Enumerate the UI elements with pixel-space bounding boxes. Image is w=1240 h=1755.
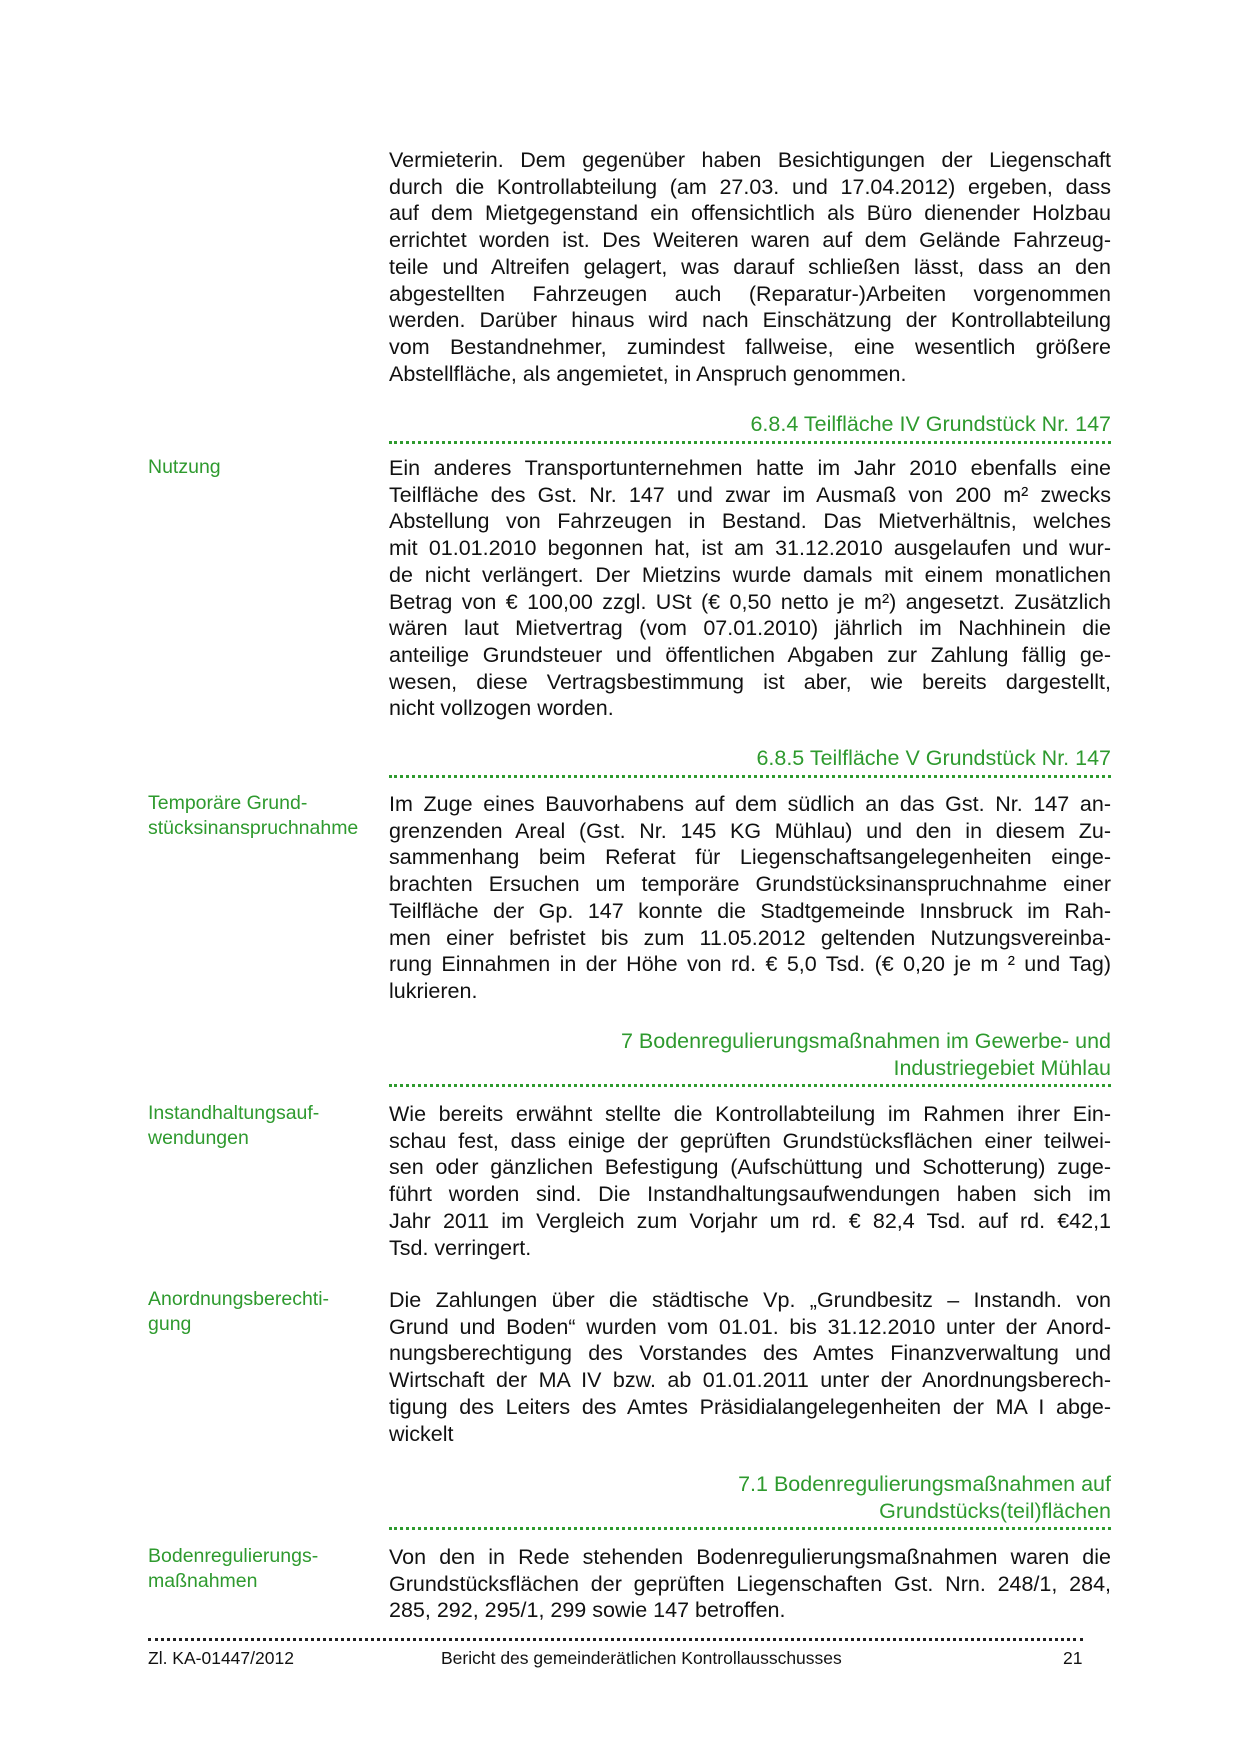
heading-separator <box>389 441 1111 444</box>
text-line: Grund und Boden“ wurden vom 01.01. bis 31.12.2010 unter der Anord- <box>389 1314 1111 1339</box>
text-line: Wirtschaft der MA IV bzw. ab 01.01.2011 unter der Anordnungsberech- <box>389 1368 1111 1393</box>
text-line: rung Einnahmen in der Höhe von rd. € 5,0 Tsd. (€ 0,20 je m ² und Tag) <box>389 952 1111 977</box>
text-line: mit 01.01.2010 begonnen hat, ist am 31.12.2010 ausgelaufen und wur- <box>389 536 1111 561</box>
paragraph-anordnungsberechtigung <box>389 1287 1111 1447</box>
text-line: auf dem Mietgegenstand ein offensichtlich als Büro dienender Holzbau <box>389 201 1111 226</box>
text-line: Grundstücksflächen der geprüften Liegenschaften Gst. Nrn. 248/1, 284, <box>389 1571 1111 1596</box>
text-line: 7.1 Bodenregulierungsmaßnahmen auf <box>738 1472 1111 1496</box>
text-line: grenzenden Areal (Gst. Nr. 145 KG Mühlau) und den in diesem Zu- <box>389 818 1111 843</box>
text-line: gung <box>148 1312 192 1335</box>
text-line: führt worden sind. Die Instandhaltungsaufwendungen haben sich im <box>389 1182 1111 1207</box>
text-line: 6.8.5 Teilfläche V Grundstück Nr. 147 <box>756 746 1111 770</box>
text-line: Nutzung <box>148 456 221 478</box>
text-line: schau fest, dass einige der geprüften Grundstücksflächen einer teilwei- <box>389 1128 1111 1153</box>
text-line: errichtet worden ist. Des Weiteren waren auf dem Gelände Fahrzeug- <box>389 228 1111 253</box>
text-line: nungsberechtigung des Vorstandes des Amtes Finanzverwaltung und <box>389 1341 1111 1366</box>
text-line: maßnahmen <box>148 1569 258 1592</box>
text-line: brachten Ersuchen um temporäre Grundstücksinanspruchnahme einer <box>389 872 1111 897</box>
margin-note-instandhaltungsaufwendungen <box>148 1101 378 1150</box>
text-line: vom Bestandnehmer, zumindest fallweise, eine wesentlich größere <box>389 334 1111 359</box>
heading-separator <box>389 1527 1111 1530</box>
text-line: Wie bereits erwähnt stellte die Kontrollabteilung im Rahmen ihrer Ein- <box>389 1102 1111 1126</box>
text-line: wickelt <box>389 1421 454 1446</box>
text-line: Temporäre Grund- <box>148 792 308 814</box>
text-line: Industriegebiet Mühlau <box>893 1055 1111 1080</box>
paragraph-nutzung <box>389 455 1111 722</box>
text-line: Anordnungsberechti- <box>148 1288 330 1310</box>
text-line: durch die Kontrollabteilung (am 27.03. und 17.04.2012) ergeben, dass <box>389 174 1111 199</box>
text-line: Instandhaltungsauf- <box>148 1102 320 1124</box>
text-line: Teilfläche der Gp. 147 konnte die Stadtgemeinde Innsbruck im Rah- <box>389 898 1111 923</box>
margin-note-nutzung <box>148 455 378 480</box>
heading-7-1 <box>389 1471 1111 1524</box>
margin-note-temporaere-grundstuecksinanspruchnahme <box>148 791 378 840</box>
text-line: Bodenregulierungs- <box>148 1545 319 1567</box>
margin-note-anordnungsberechtigung <box>148 1287 378 1336</box>
margin-note-bodenregulierungsmassnahmen <box>148 1544 378 1593</box>
footer-report-title: Bericht des gemeinderätlichen Kontrollausschusses <box>441 1648 842 1668</box>
text-line: Vermieterin. Dem gegenüber haben Besichtigungen der Liegenschaft <box>389 148 1111 172</box>
text-line: wendungen <box>148 1126 249 1149</box>
text-line: Jahr 2011 im Vergleich zum Vorjahr um rd. € 82,4 Tsd. auf rd. €42,1 <box>389 1208 1111 1233</box>
text-line: 7 Bodenregulierungsmaßnahmen im Gewerbe- und <box>621 1029 1111 1053</box>
text-line: Abstellfläche, als angemietet, in Anspruch genommen. <box>389 361 907 386</box>
text-line: Die Zahlungen über die städtische Vp. „Grundbesitz – Instandh. von <box>389 1288 1111 1312</box>
text-line: wesen, diese Vertragsbestimmung ist aber, wie bereits dargestellt, <box>389 669 1111 694</box>
text-line: Grundstücks(teil)flächen <box>879 1498 1111 1523</box>
text-line: Ein anderes Transportunternehmen hatte im Jahr 2010 ebenfalls eine <box>389 456 1111 480</box>
heading-separator <box>389 1084 1111 1087</box>
footer-separator <box>148 1638 1083 1641</box>
text-line: werden. Darüber hinaus wird nach Einschätzung der Kontrollabteilung <box>389 308 1111 333</box>
text-line: 6.8.4 Teilfläche IV Grundstück Nr. 147 <box>750 412 1111 436</box>
text-line: anteilige Grundsteuer und öffentlichen Abgaben zur Zahlung fällig ge- <box>389 642 1111 667</box>
heading-6-8-4 <box>389 411 1111 438</box>
heading-6-8-5 <box>389 745 1111 772</box>
text-line: Tsd. verringert. <box>389 1235 532 1260</box>
text-line: teile und Altreifen gelagert, was darauf schließen lässt, dass an den <box>389 254 1111 279</box>
paragraph-vermieterin <box>389 147 1111 387</box>
text-line: nicht vollzogen worden. <box>389 696 614 721</box>
heading-separator <box>389 775 1111 778</box>
text-line: lukrieren. <box>389 978 478 1003</box>
page-number: 21 <box>1063 1648 1083 1668</box>
text-line: de nicht verlängert. Der Mietzins wurde damals mit einem monatlichen <box>389 562 1111 587</box>
text-line: men einer befristet bis zum 11.05.2012 geltenden Nutzungsvereinba- <box>389 925 1111 950</box>
text-line: sen oder gänzlichen Befestigung (Aufschüttung und Schotterung) zuge- <box>389 1155 1111 1180</box>
text-line: stücksinanspruchnahme <box>148 816 359 839</box>
footer-reference: Zl. KA-01447/2012 <box>148 1648 294 1668</box>
text-line: Teilfläche des Gst. Nr. 147 und zwar im Ausmaß von 200 m² zwecks <box>389 482 1111 507</box>
text-line: sammenhang beim Referat für Liegenschaftsangelegenheiten einge- <box>389 845 1111 870</box>
text-line: Betrag von € 100,00 zzgl. USt (€ 0,50 netto je m²) angesetzt. Zusätzlich <box>389 589 1111 614</box>
paragraph-instandhaltung <box>389 1101 1111 1261</box>
text-line: 285, 292, 295/1, 299 sowie 147 betroffen. <box>389 1598 786 1623</box>
heading-7 <box>389 1028 1111 1081</box>
text-line: abgestellten Fahrzeugen auch (Reparatur-)Arbeiten vorgenommen <box>389 281 1111 306</box>
text-line: Im Zuge eines Bauvorhabens auf dem südlich an das Gst. Nr. 147 an- <box>389 792 1111 816</box>
paragraph-bodenregulierung <box>389 1544 1111 1624</box>
text-line: Von den in Rede stehenden Bodenregulierungsmaßnahmen waren die <box>389 1545 1111 1569</box>
text-line: Abstellung von Fahrzeugen in Bestand. Das Mietverhältnis, welches <box>389 509 1111 534</box>
paragraph-temporaere-inanspruchnahme <box>389 791 1111 1005</box>
text-line: wären laut Mietvertrag (vom 07.01.2010) jährlich im Nachhinein die <box>389 616 1111 641</box>
text-line: tigung des Leiters des Amtes Präsidialangelegenheiten der MA I abge- <box>389 1394 1111 1419</box>
